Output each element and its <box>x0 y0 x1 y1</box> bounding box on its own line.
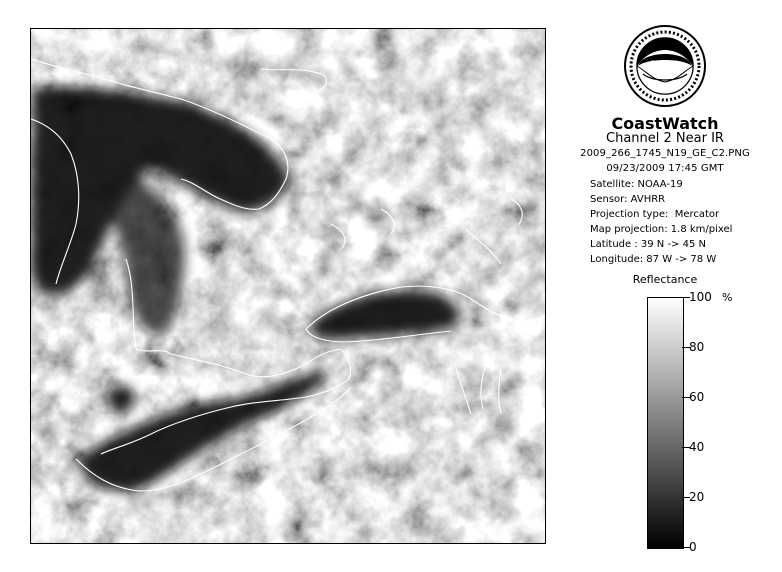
product-title: CoastWatch <box>611 114 719 133</box>
sensor-text: Sensor: AVHRR <box>590 194 666 205</box>
colorbar-tick-label: 100 <box>689 290 712 304</box>
colorbar-tick-label: 80 <box>689 340 705 354</box>
satellite-text: Satellite: NOAA-19 <box>590 179 683 190</box>
logo-center-text: NOAA <box>650 60 680 70</box>
satellite-image <box>30 28 546 544</box>
colorbar-tick-label: 0 <box>689 540 697 554</box>
projection-type-text: Projection type: Mercator <box>590 209 720 220</box>
latitude-text: Latitude : 39 N -> 45 N <box>590 239 706 250</box>
colorbar-title: Reflectance <box>632 273 698 286</box>
map-projection-text: Map projection: 1.8 km/pixel <box>590 224 733 235</box>
filename-text: 2009_266_1745_N19_GE_C2.PNG <box>580 148 750 159</box>
noaa-logo <box>623 24 707 108</box>
longitude-text: Longitude: 87 W -> 78 W <box>590 254 717 265</box>
colorbar-tick-label: 60 <box>689 390 705 404</box>
reflectance-colorbar <box>647 297 684 549</box>
colorbar-tick-label: 20 <box>689 490 705 504</box>
channel-subtitle: Channel 2 Near IR <box>606 131 724 146</box>
colorbar-unit: % <box>722 291 733 304</box>
colorbar-tick-label: 40 <box>689 440 705 454</box>
datetime-text: 09/23/2009 17:45 GMT <box>606 163 724 174</box>
